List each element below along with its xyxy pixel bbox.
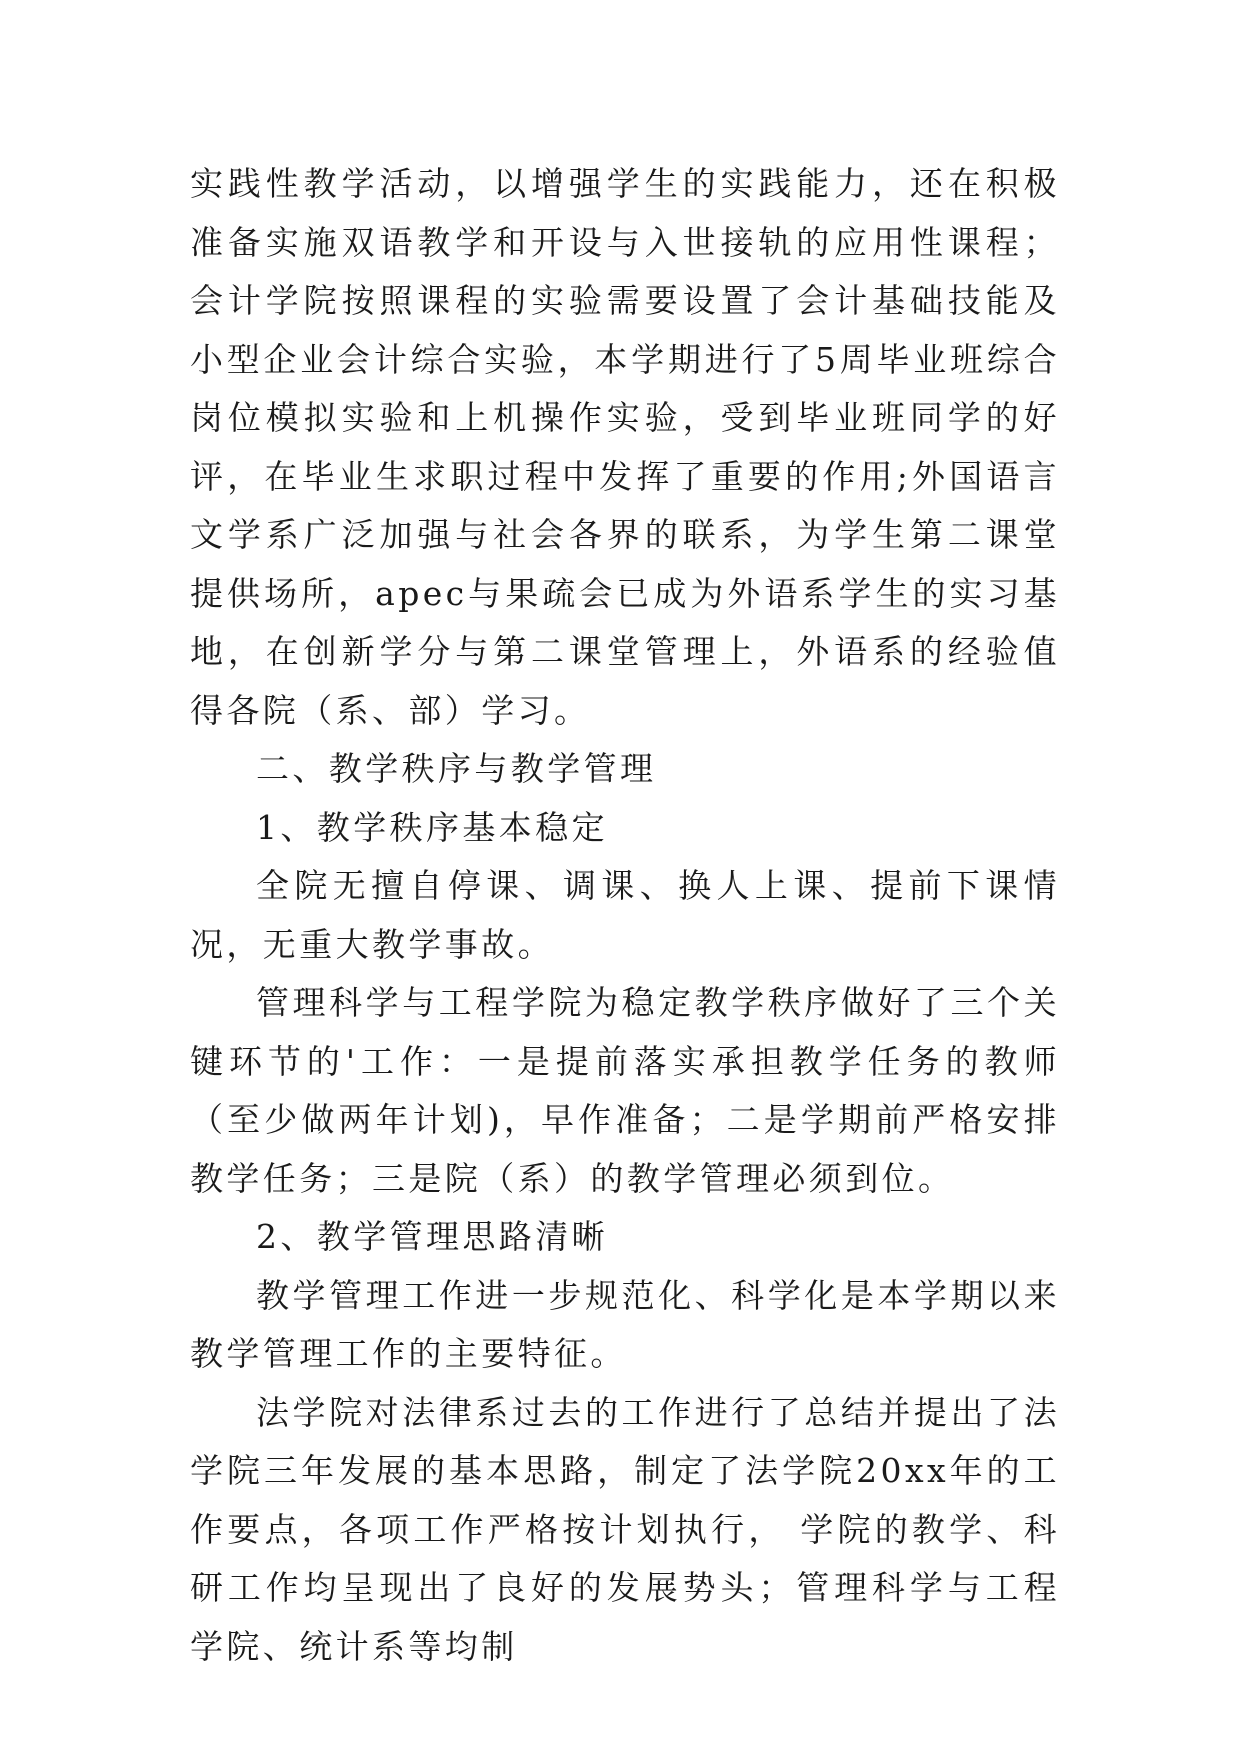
subheading-management-clear: 2、教学管理思路清晰 [256,1217,608,1256]
document-body [190,155,1060,1676]
paragraph-continuation: 实践性教学活动，以增强学生的实践能力，还在积极准备实施双语教学和开设与入世接轨的应用性课程；会计学院按照课程的实验需要设置了会计基础技能及小型企业会计综合实验，本学期进行了5周毕业班综合岗位模拟实验和上机操作实验，受到毕业班同学的好评，在毕业生求职过程中发挥了重要的作用;外国语言文学系广泛加强与社会各界的联系，为学生第二课堂提供场所，apec与果疏会已成为外语系学生的实习基地，在创新学分与第二课堂管理上，外语系的经验值得各院（系、部）学习。 [190,164,1060,730]
paragraph-management-school: 管理科学与工程学院为稳定教学秩序做好了三个关键环节的'工作：一是提前落实承担教学任务的教师（至少做两年计划)，早作准备；二是学期前严格安排教学任务；三是院（系）的教学管理必须到位。 [190,983,1060,1198]
section-heading-teaching-order: 二、教学秩序与教学管理 [256,749,657,788]
paragraph-management-features: 教学管理工作进一步规范化、科学化是本学期以来教学管理工作的主要特征。 [190,1275,1060,1373]
subheading-order-stable: 1、教学秩序基本稳定 [256,807,608,847]
paragraph-law-school: 法学院对法律系过去的工作进行了总结并提出了法学院三年发展的基本思路，制定了法学院20xx年的工作要点，各项工作严格按计划执行， 学院的教学、科研工作均呈现出了良好的发展势头；管理科学与工程学院、统计系等均制 [190,1392,1060,1666]
paragraph-no-incidents: 全院无擅自停课、调课、换人上课、提前下课情况，无重大教学事故。 [190,866,1060,964]
